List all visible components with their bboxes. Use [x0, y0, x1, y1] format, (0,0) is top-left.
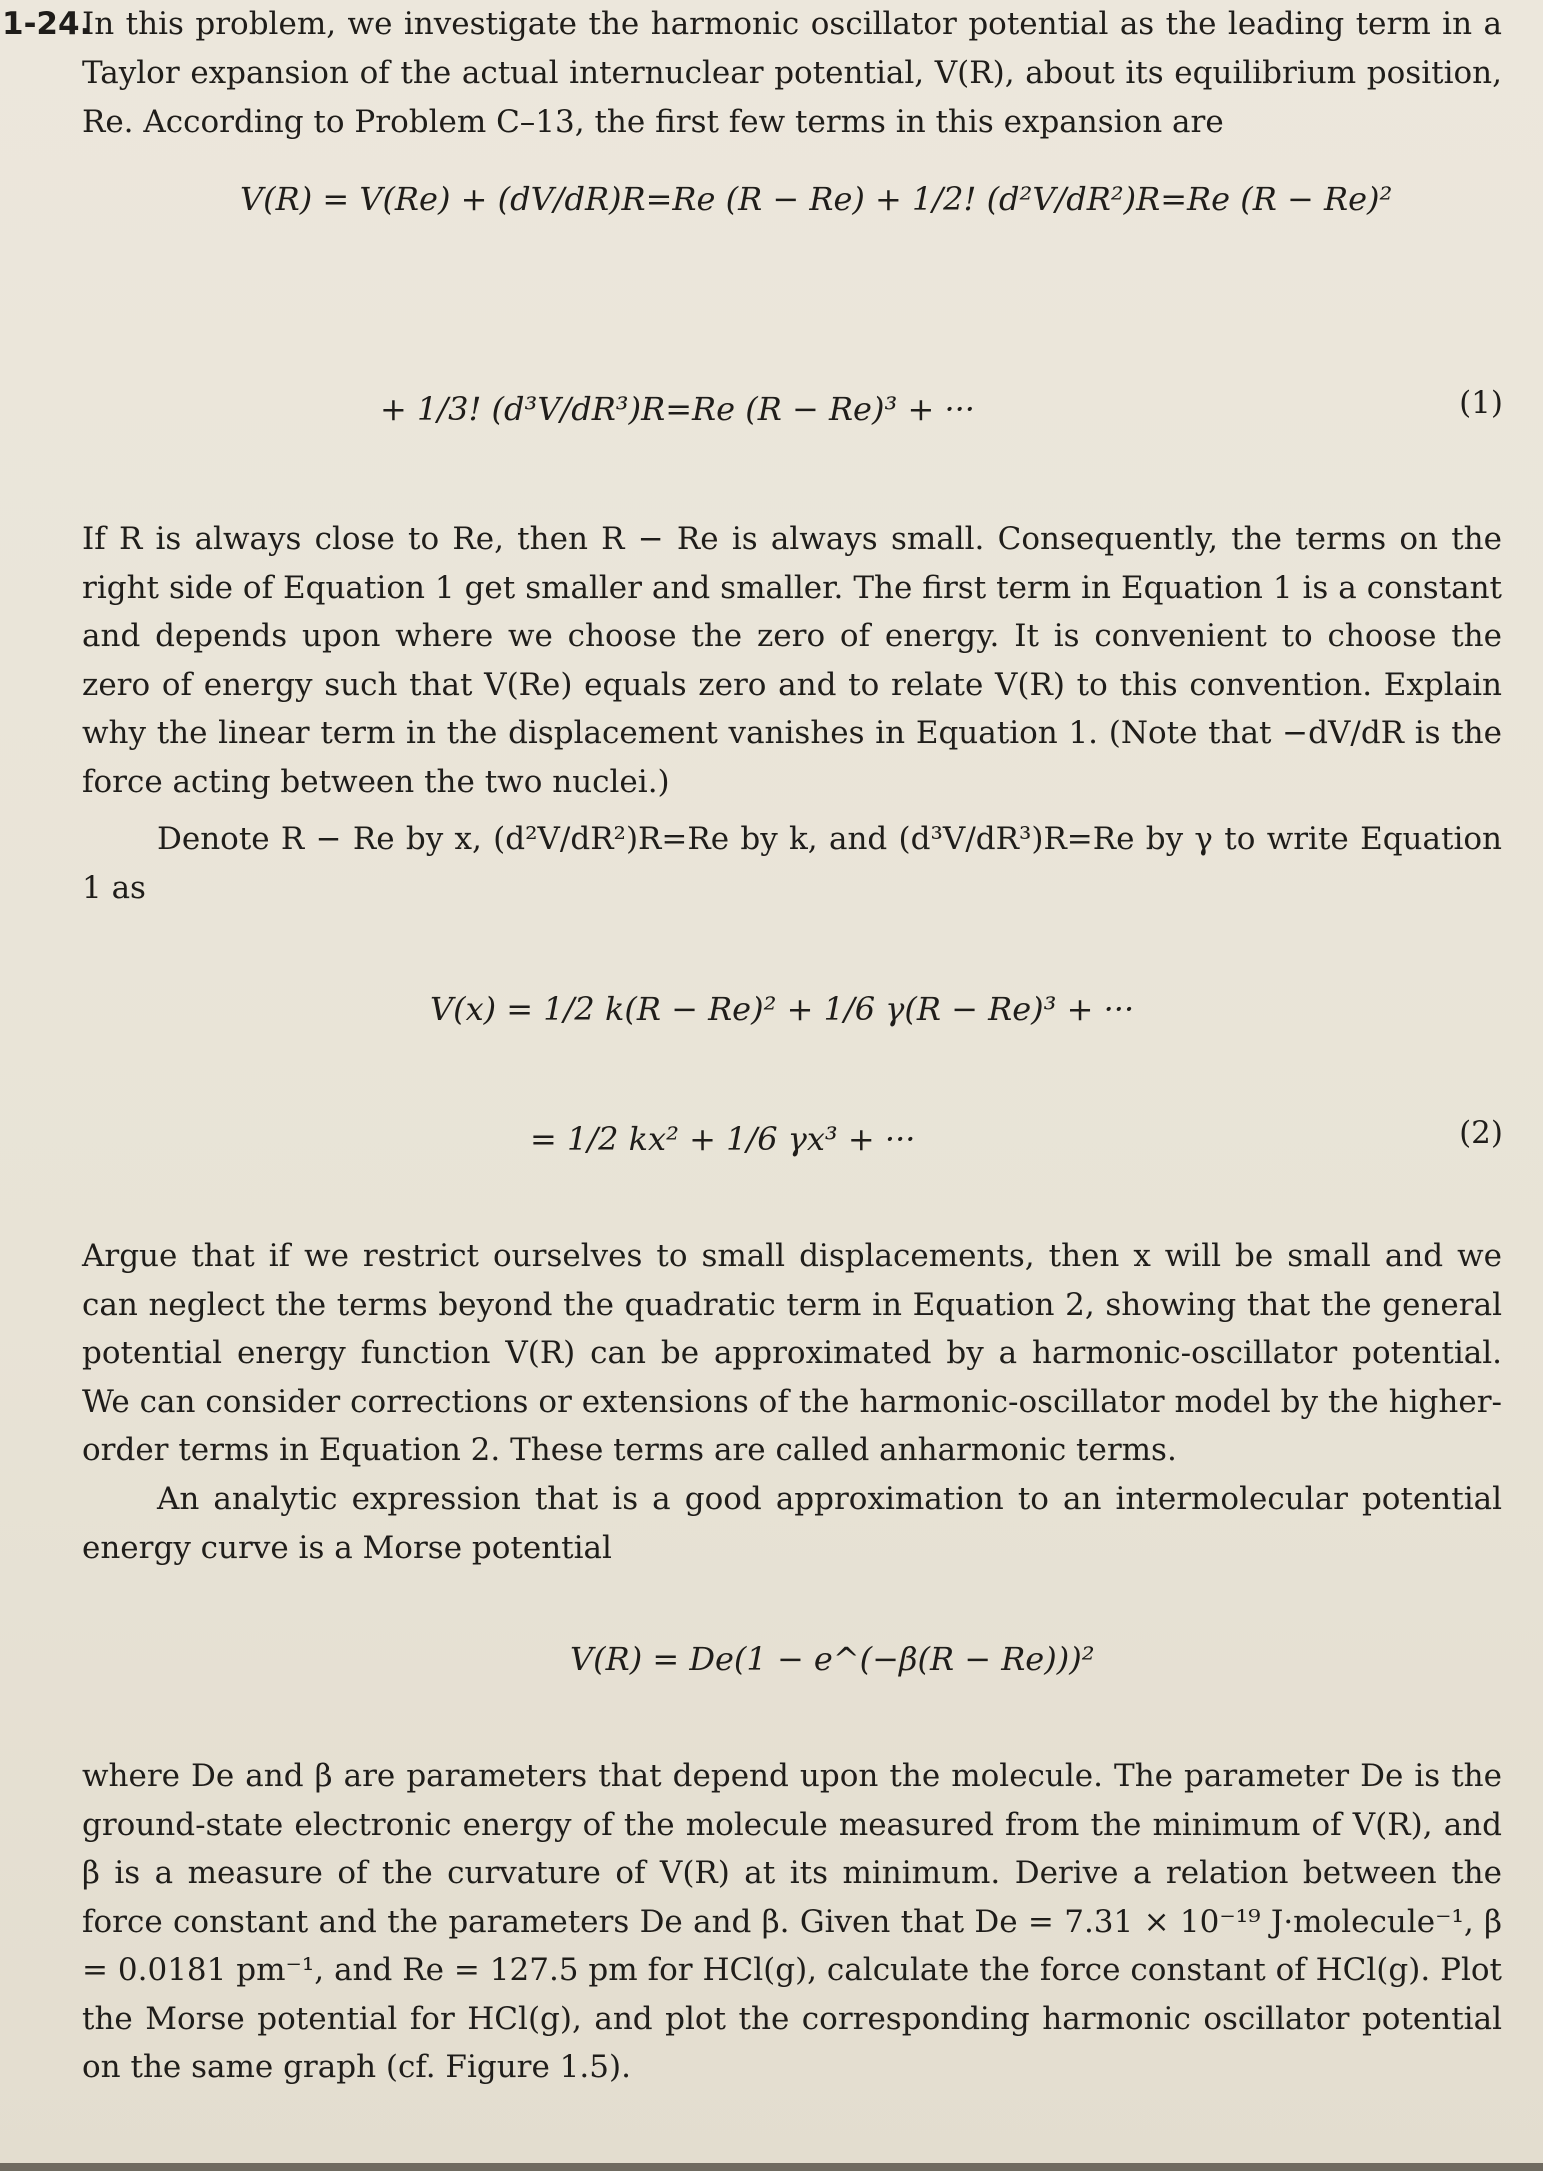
paragraph-2: If R is always close to Re, then R − Re is always small. Consequently, the terms on the right side of Equation 1 get smaller and smaller. The first term in Equation 1 is a constant and depends upon where we choose the zero of energy. It is convenient to choose the zero of energy such that V(Re) equals zero and to relate V(R) to this convention. Explain why the linear term in the displacement vanishes in Equation 1. (Note that −dV/dR is the force acting between the two nuclei.) [82, 521, 1502, 800]
paragraph-2-block [82, 515, 1502, 806]
intro-block [2, 0, 1502, 147]
equation-2-number: (2) [1459, 1115, 1503, 1151]
equation-2-line-1: V(x) = 1/2 k(R − Re)² + 1/6 γ(R − Re)³ + ··· [430, 990, 1135, 1028]
page-bottom-edge [0, 2163, 1543, 2171]
equation-1-line-2: + 1/3! (d³V/dR³)R=Re (R − Re)³ + ··· [380, 390, 975, 428]
paragraph-3: Denote R − Re by x, (d²V/dR²)R=Re by k, and (d³V/dR³)R=Re by γ to write Equation 1 as [82, 821, 1502, 906]
paragraph-5-block [82, 1475, 1502, 1572]
equation-2-line-2: = 1/2 kx² + 1/6 γx³ + ··· [530, 1120, 916, 1158]
paragraph-5: An analytic expression that is a good approximation to an intermolecular potential energy curve is a Morse potential [82, 1481, 1502, 1566]
intro-paragraph [2, 0, 1502, 147]
paragraph-3-block [82, 815, 1502, 912]
paragraph-4: Argue that if we restrict ourselves to small displacements, then x will be small and we can neglect the terms beyond the quadratic term in Equation 2, showing that the general potential energy function V(R) can be approximated by a harmonic-oscillator potential. We can consider corrections or extensions of the harmonic-oscillator model by the higher-order terms in Equation 2. These terms are called anharmonic terms. [82, 1238, 1502, 1468]
problem-number: 1-24. [2, 6, 92, 42]
equation-3-morse: V(R) = De(1 − e^(−β(R − Re)))² [570, 1640, 1095, 1678]
paragraph-4-block [82, 1232, 1502, 1475]
equation-1-line-1: V(R) = V(Re) + (dV/dR)R=Re (R − Re) + 1/2! (d²V/dR²)R=Re (R − Re)² [240, 180, 1393, 218]
paragraph-6-block [82, 1752, 1502, 2092]
intro-text: In this problem, we investigate the harmonic oscillator potential as the leading term in a Taylor expansion of the actual internuclear potential, V(R), about its equilibrium position, Re. According to Problem C–13, the first few terms in this expansion are [82, 6, 1502, 140]
paragraph-6: where De and β are parameters that depend upon the molecule. The parameter De is the ground-state electronic energy of the molecule measured from the minimum of V(R), and β is a measure of the curvature of V(R) at its minimum. Derive a relation between the force constant and the parameters De and β. Given that De = 7.31 × 10⁻¹⁹ J·molecule⁻¹, β = 0.0181 pm⁻¹, and Re = 127.5 pm for HCl(g), calculate the force constant of HCl(g). Plot the Morse potential for HCl(g), and plot the corresponding harmonic oscillator potential on the same graph (cf. Figure 1.5). [82, 1758, 1502, 2085]
equation-1-number: (1) [1459, 385, 1503, 421]
